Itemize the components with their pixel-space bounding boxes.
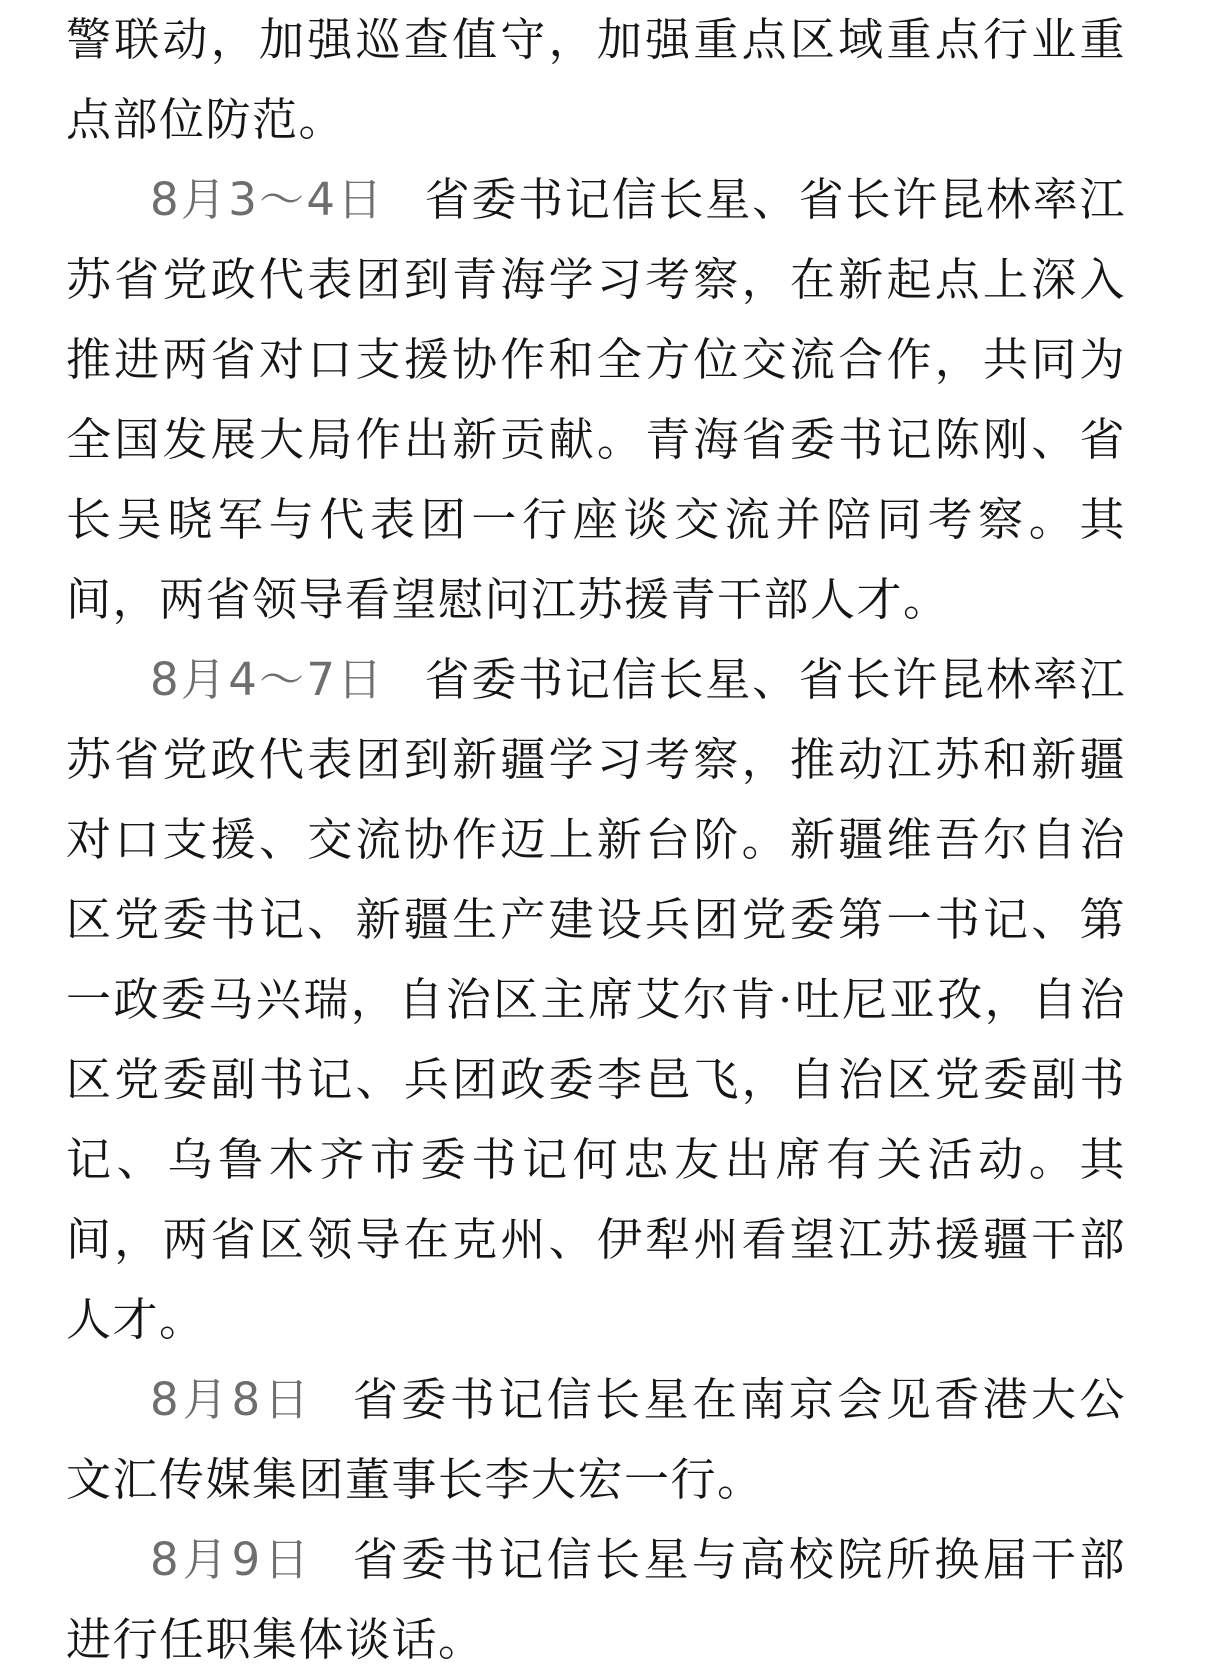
entry-paragraph bbox=[66, 1520, 1126, 1680]
entry-text: 省委书记信长星、省长许昆林率江苏省党政代表团到青海学习考察，在新起点上深入推进两省对口支援协作和全方位交流合作，共同为全国发展大局作出新贡献。青海省委书记陈刚、省长吴晓军与代表团一行座谈交流并陪同考察。其间，两省领导看望慰问江苏援青干部人才。 bbox=[66, 173, 1126, 626]
entry-text: 省委书记信长星、省长许昆林率江苏省党政代表团到新疆学习考察，推动江苏和新疆对口支援、交流协作迈上新台阶。新疆维吾尔自治区党委书记、新疆生产建设兵团党委第一书记、第一政委马兴瑞，自治区主席艾尔肯·吐尼亚孜，自治区党委副书记、兵团政委李邑飞，自治区党委副书记、乌鲁木齐市委书记何忠友出席有关活动。其间，两省区领导在克州、伊犁州看望江苏援疆干部人才。 bbox=[66, 653, 1126, 1346]
entry-paragraph bbox=[66, 640, 1126, 1360]
entry-date: 8月9日 bbox=[150, 1533, 313, 1586]
entry-date: 8月4～7日 bbox=[150, 653, 385, 706]
entry-date: 8月3～4日 bbox=[150, 173, 385, 226]
entry-date: 8月8日 bbox=[150, 1373, 313, 1426]
document-page bbox=[66, 0, 1126, 1680]
entry-paragraph bbox=[66, 1360, 1126, 1520]
entry-paragraph bbox=[66, 160, 1126, 640]
entry-text: 省委书记信长星与高校院所换届干部进行任职集体谈话。 bbox=[66, 1533, 1126, 1666]
entry-text: 省委书记信长星在南京会见香港大公文汇传媒集团董事长李大宏一行。 bbox=[66, 1373, 1126, 1506]
intro-paragraph: 警联动，加强巡查值守，加强重点区域重点行业重点部位防范。 bbox=[66, 13, 1126, 146]
